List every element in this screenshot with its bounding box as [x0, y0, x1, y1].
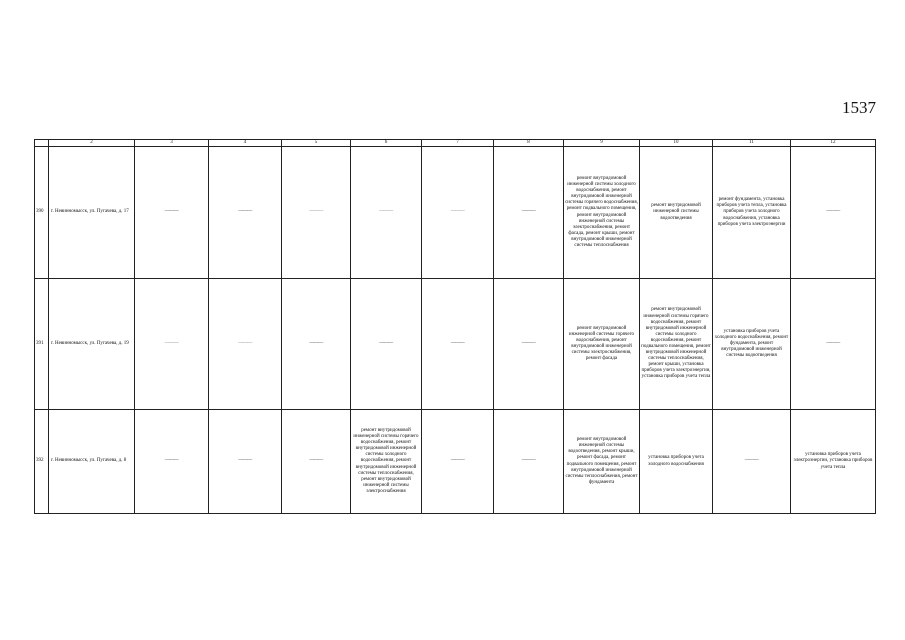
- address-cell: г. Невинномысск, ул. Пугачева, д. 17: [49, 147, 135, 279]
- table-row: [35, 147, 876, 279]
- empty-dash: ———: [713, 410, 791, 514]
- empty-dash: ———: [422, 147, 494, 279]
- column-header: 3: [135, 140, 209, 147]
- empty-dash: ———: [422, 410, 494, 514]
- works-cell: ремонт фундамента, установка приборов учета тепла, установка приборов учета холодного водоснабжения, установка приборов учета электроэнергии: [713, 147, 791, 279]
- column-header: 5: [282, 140, 351, 147]
- column-header: 2: [49, 140, 135, 147]
- empty-dash: ———: [209, 147, 282, 279]
- column-header: 12: [791, 140, 876, 147]
- works-cell: ремонт внутридомовой инженерной системы горячего водоснабжения, ремонт внутридомовой инженерной системы холодного водоснабжения, ремонт внутридомовой инженерной системы теплоснабжения, ремонт внутридомовой инженерной системы электроснабжения: [351, 410, 422, 514]
- table-row: [35, 279, 876, 410]
- empty-dash: ———: [791, 279, 876, 410]
- empty-dash: ———: [494, 147, 564, 279]
- header-row: [35, 140, 876, 147]
- empty-dash: ———: [282, 410, 351, 514]
- empty-dash: ———: [494, 410, 564, 514]
- table-row: [35, 410, 876, 514]
- empty-dash: ———: [422, 279, 494, 410]
- empty-dash: ———: [494, 279, 564, 410]
- empty-dash: ———: [282, 279, 351, 410]
- empty-dash: ———: [135, 279, 209, 410]
- register-table: [34, 139, 876, 514]
- empty-dash: ———: [351, 147, 422, 279]
- works-cell: установка приборов учета холодного водоснабжения, ремонт фундамента, ремонт внутридомовой инженерной системы водоотведения: [713, 279, 791, 410]
- works-cell: ремонт внутридомовой инженерной системы водоотведения, ремонт крыши, ремонт фасада, ремонт подвального помещения, ремонт внутридомовой инженерной системы теплоснабжения, ремонт фундамента: [564, 410, 640, 514]
- works-cell: ремонт внутридомовой инженерной системы холодного водоснабжения, ремонт внутридомовой инженерной системы горячего водоснабжения, ремонт подвального помещения, ремонт внутридомовой инженерной системы электроснабжения, ремонт фасада, ремонт крыши, ремонт внутридомовой инженерной системы теплоснабжения: [564, 147, 640, 279]
- column-header: 4: [209, 140, 282, 147]
- column-header: [35, 140, 49, 147]
- empty-dash: ———: [209, 279, 282, 410]
- empty-dash: ———: [135, 147, 209, 279]
- column-header: 10: [640, 140, 713, 147]
- works-cell: установка приборов учета холодного водоснабжения: [640, 410, 713, 514]
- works-cell: ремонт внутридомовой инженерной системы горячего водоснабжения, ремонт внутридомовой инженерной системы холодного водоснабжения, ремонт подвального помещения, ремонт внутридомовой инженерной системы теплоснабжения, ремонт крыши, установка приборов учета электроэнергии, установка приборов учета тепла: [640, 279, 713, 410]
- works-cell: ремонт внутридомовой инженерной системы водоотведения: [640, 147, 713, 279]
- empty-dash: ———: [351, 279, 422, 410]
- row-number: 391: [35, 279, 49, 410]
- address-cell: г. Невинномысск, ул. Пугачева, д. 19: [49, 279, 135, 410]
- empty-dash: ———: [135, 410, 209, 514]
- page-number: 1537: [842, 98, 876, 117]
- column-header: 7: [422, 140, 494, 147]
- works-cell: ремонт внутридомовой инженерной системы горячего водоснабжения, ремонт внутридомовой инженерной системы электроснабжения, ремонт фасада: [564, 279, 640, 410]
- empty-dash: ———: [282, 147, 351, 279]
- row-number: 392: [35, 410, 49, 514]
- address-cell: г. Невинномысск, ул. Пугачева, д. 8: [49, 410, 135, 514]
- works-cell: установка приборов учета электроэнергии, установка приборов учета тепла: [791, 410, 876, 514]
- column-header: 9: [564, 140, 640, 147]
- column-header: 6: [351, 140, 422, 147]
- row-number: 390: [35, 147, 49, 279]
- empty-dash: ———: [791, 147, 876, 279]
- column-header: 8: [494, 140, 564, 147]
- empty-dash: ———: [209, 410, 282, 514]
- column-header: 11: [713, 140, 791, 147]
